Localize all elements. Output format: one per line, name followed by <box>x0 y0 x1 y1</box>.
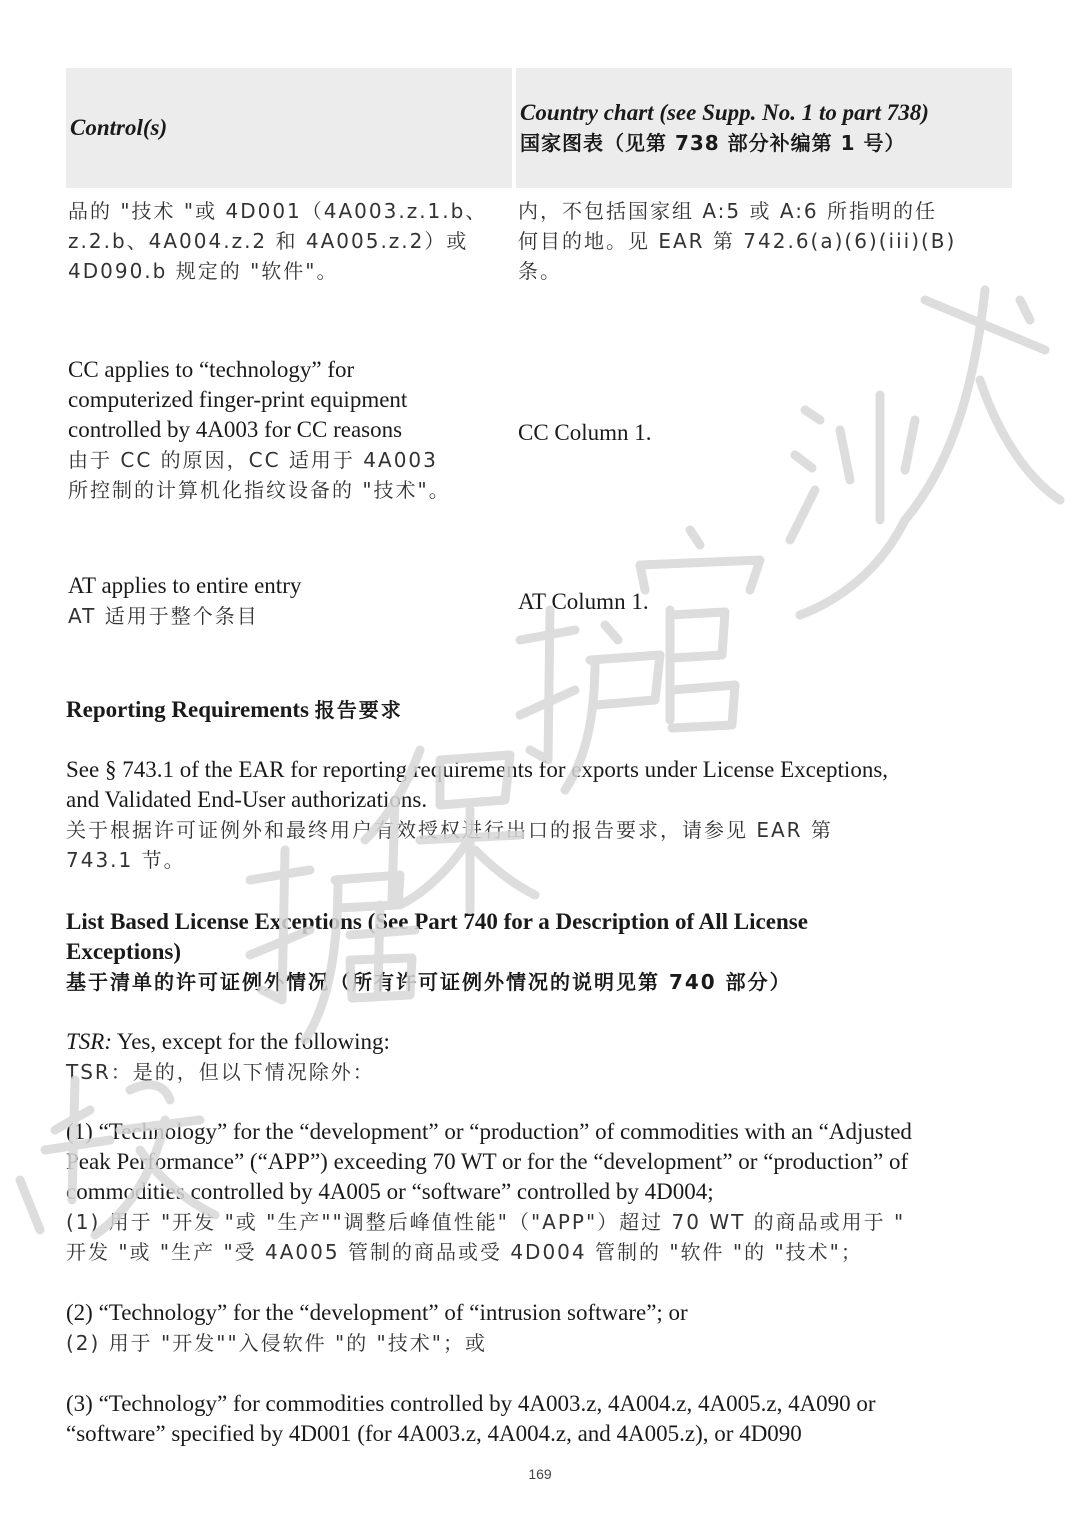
item-3 <box>66 1389 1006 1449</box>
item-3-en-line: (3) “Technology” for commodities controlled by 4A003.z, 4A004.z, 4A005.z, 4A090 or <box>66 1391 876 1416</box>
row2-right: CC Column 1. <box>518 420 652 445</box>
row1-right <box>518 196 1008 286</box>
reporting-text-line: and Validated End-User authorizations. <box>66 787 428 812</box>
tsr-paragraph <box>66 1027 1006 1087</box>
reporting-heading-cn: 报告要求 <box>314 698 403 722</box>
row1-right-line: 何目的地。见 EAR 第 742.6(a)(6)(iii)(B) <box>518 229 957 253</box>
row1-left-line: z.2.b、4A004.z.2 和 4A005.z.2）或 <box>68 229 469 253</box>
row3-left-en: AT applies to entire entry <box>68 573 302 598</box>
row2-left-line: controlled by 4A003 for CC reasons <box>68 417 403 442</box>
reporting-paragraph <box>66 755 1006 875</box>
row2-left-line: computerized finger-print equipment <box>68 387 408 412</box>
item-2-cn-line: (2) 用于 "开发""入侵软件 "的 "技术"；或 <box>66 1331 487 1355</box>
row3-left <box>68 571 508 631</box>
reporting-cn-line: 关于根据许可证例外和最终用户有效授权进行出口的报告要求，请参见 EAR 第 <box>66 818 833 842</box>
page-number: 169 <box>528 1466 552 1482</box>
item-2 <box>66 1298 1006 1358</box>
header-country-chart <box>516 68 1012 188</box>
list-based-heading-cn: 基于清单的许可证例外情况（所有许可证例外情况的说明见第 740 部分） <box>66 970 792 994</box>
row1-left-line: 4D090.b 规定的 "软件"。 <box>68 259 339 283</box>
header-country-chart-cn: 国家图表（见第 738 部分补编第 1 号） <box>520 131 906 155</box>
reporting-heading <box>66 695 403 725</box>
row1-left-line: 品的 "技术 "或 4D001（4A003.z.1.b、 <box>68 199 488 223</box>
row2-left-line: CC applies to “technology” for <box>68 357 355 382</box>
item-2-en-line: (2) “Technology” for the “development” of “intrusion software”; or <box>66 1300 688 1325</box>
reporting-heading-en: Reporting Requirements <box>66 697 309 722</box>
item-3-en-line: “software” specified by 4D001 (for 4A003.z, 4A004.z, and 4A005.z), or 4D090 <box>66 1421 802 1446</box>
item-1 <box>66 1117 1006 1267</box>
reporting-text-line: See § 743.1 of the EAR for reporting requirements for exports under License Exceptions, <box>66 757 889 782</box>
row3-right: AT Column 1. <box>518 589 649 614</box>
row1-left <box>68 196 508 286</box>
tsr-text: Yes, except for the following: <box>112 1029 390 1054</box>
item-1-cn-line: 开发 "或 "生产 "受 4A005 管制的商品或受 4D004 管制的 "软件 "的 "技术"； <box>66 1240 863 1264</box>
row3-left-cn: AT 适用于整个条目 <box>68 604 259 628</box>
reporting-cn-line: 743.1 节。 <box>66 848 186 872</box>
header-controls: Control(s) <box>66 68 512 188</box>
row1-right-line: 条。 <box>518 259 562 283</box>
row2-left-cn-line: 所控制的计算机化指纹设备的 "技术"。 <box>68 478 451 502</box>
control-table <box>66 68 1012 188</box>
table-header <box>66 68 1012 188</box>
item-1-en-line: commodities controlled by 4A005 or “software” controlled by 4D004; <box>66 1179 714 1204</box>
row2-left-cn-line: 由于 CC 的原因，CC 适用于 4A003 <box>68 448 438 472</box>
row2-left <box>68 355 508 505</box>
item-1-cn-line: (1) 用于 "开发 "或 "生产""调整后峰值性能"（"APP"）超过 70 WT 的商品或用于 " <box>66 1210 906 1234</box>
item-1-en-line: (1) “Technology” for the “development” or “production” of commodities with an “Adjusted <box>66 1119 912 1144</box>
list-based-heading-line: Exceptions) <box>66 939 181 964</box>
tsr-cn: TSR：是的，但以下情况除外： <box>66 1060 375 1084</box>
row1-right-line: 内，不包括国家组 A:5 或 A:6 所指明的任 <box>518 199 938 223</box>
tsr-label: TSR: <box>66 1029 112 1054</box>
list-based-heading <box>66 907 1006 997</box>
tsr-line <box>66 1027 1006 1057</box>
list-based-heading-line: List Based License Exceptions (See Part 740 for a Description of All License <box>66 909 808 934</box>
header-country-chart-en: Country chart (see Supp. No. 1 to part 738) <box>520 100 929 125</box>
item-1-en-line: Peak Performance” (“APP”) exceeding 70 WT or for the “development” or “production” of <box>66 1149 909 1174</box>
